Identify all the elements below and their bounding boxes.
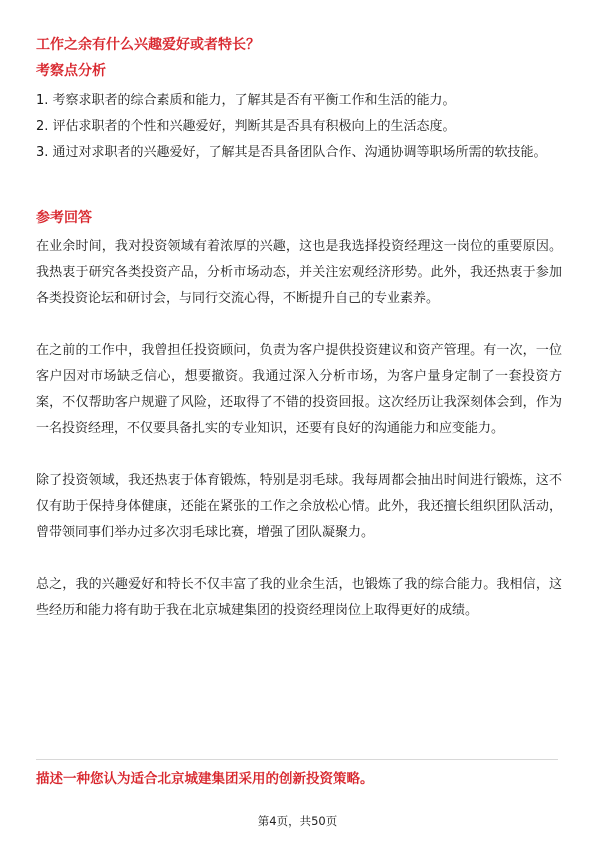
analysis-item: 2. 评估求职者的个性和兴趣爱好，判断其是否具有积极向上的生活态度。 bbox=[36, 119, 456, 134]
answer-paragraph: 除了投资领域，我还热衷于体育锻炼，特别是羽毛球。我每周都会抽出时间进行锻炼，这不仅有助于保持身体健康，还能在紧张的工作之余放松心情。此外，我还擅长组织团队活动，曾带领同事们举办过多次羽毛球比赛，增强了团队凝聚力。 bbox=[36, 473, 562, 540]
question-title: 工作之余有什么兴趣爱好或者特长？ bbox=[36, 37, 260, 53]
analysis-item: 1. 考察求职者的综合素质和能力，了解其是否有平衡工作和生活的能力。 bbox=[36, 93, 456, 108]
next-question-title: 描述一种您认为适合北京城建集团采用的创新投资策略。 bbox=[36, 771, 374, 787]
analysis-heading: 考察点分析 bbox=[36, 63, 106, 79]
answer-paragraph: 在业余时间，我对投资领域有着浓厚的兴趣，这也是我选择投资经理这一岗位的重要原因。我热衷于研究各类投资产品，分析市场动态，并关注宏观经济形势。此外，我还热衷于参加各类投资论坛和研讨会，与同行交流心得，不断提升自己的专业素养。 bbox=[36, 239, 562, 306]
section-divider bbox=[36, 759, 558, 760]
page-number: 第4页，共50页 bbox=[257, 814, 338, 828]
answer-body bbox=[36, 234, 562, 650]
answer-heading: 参考回答 bbox=[36, 210, 92, 226]
analysis-item: 3. 通过对求职者的兴趣爱好，了解其是否具备团队合作、沟通协调等职场所需的软技能。 bbox=[36, 145, 547, 160]
answer-paragraph: 总之，我的兴趣爱好和特长不仅丰富了我的业余生活，也锻炼了我的综合能力。我相信，这些经历和能力将有助于我在北京城建集团的投资经理岗位上取得更好的成绩。 bbox=[36, 577, 562, 618]
answer-paragraph: 在之前的工作中，我曾担任投资顾问，负责为客户提供投资建议和资产管理。有一次，一位客户因对市场缺乏信心，想要撤资。我通过深入分析市场，为客户量身定制了一套投资方案，不仅帮助客户规避了风险，还取得了不错的投资回报。这次经历让我深刻体会到，作为一名投资经理，不仅要具备扎实的专业知识，还要有良好的沟通能力和应变能力。 bbox=[36, 343, 562, 436]
analysis-list bbox=[36, 88, 562, 166]
